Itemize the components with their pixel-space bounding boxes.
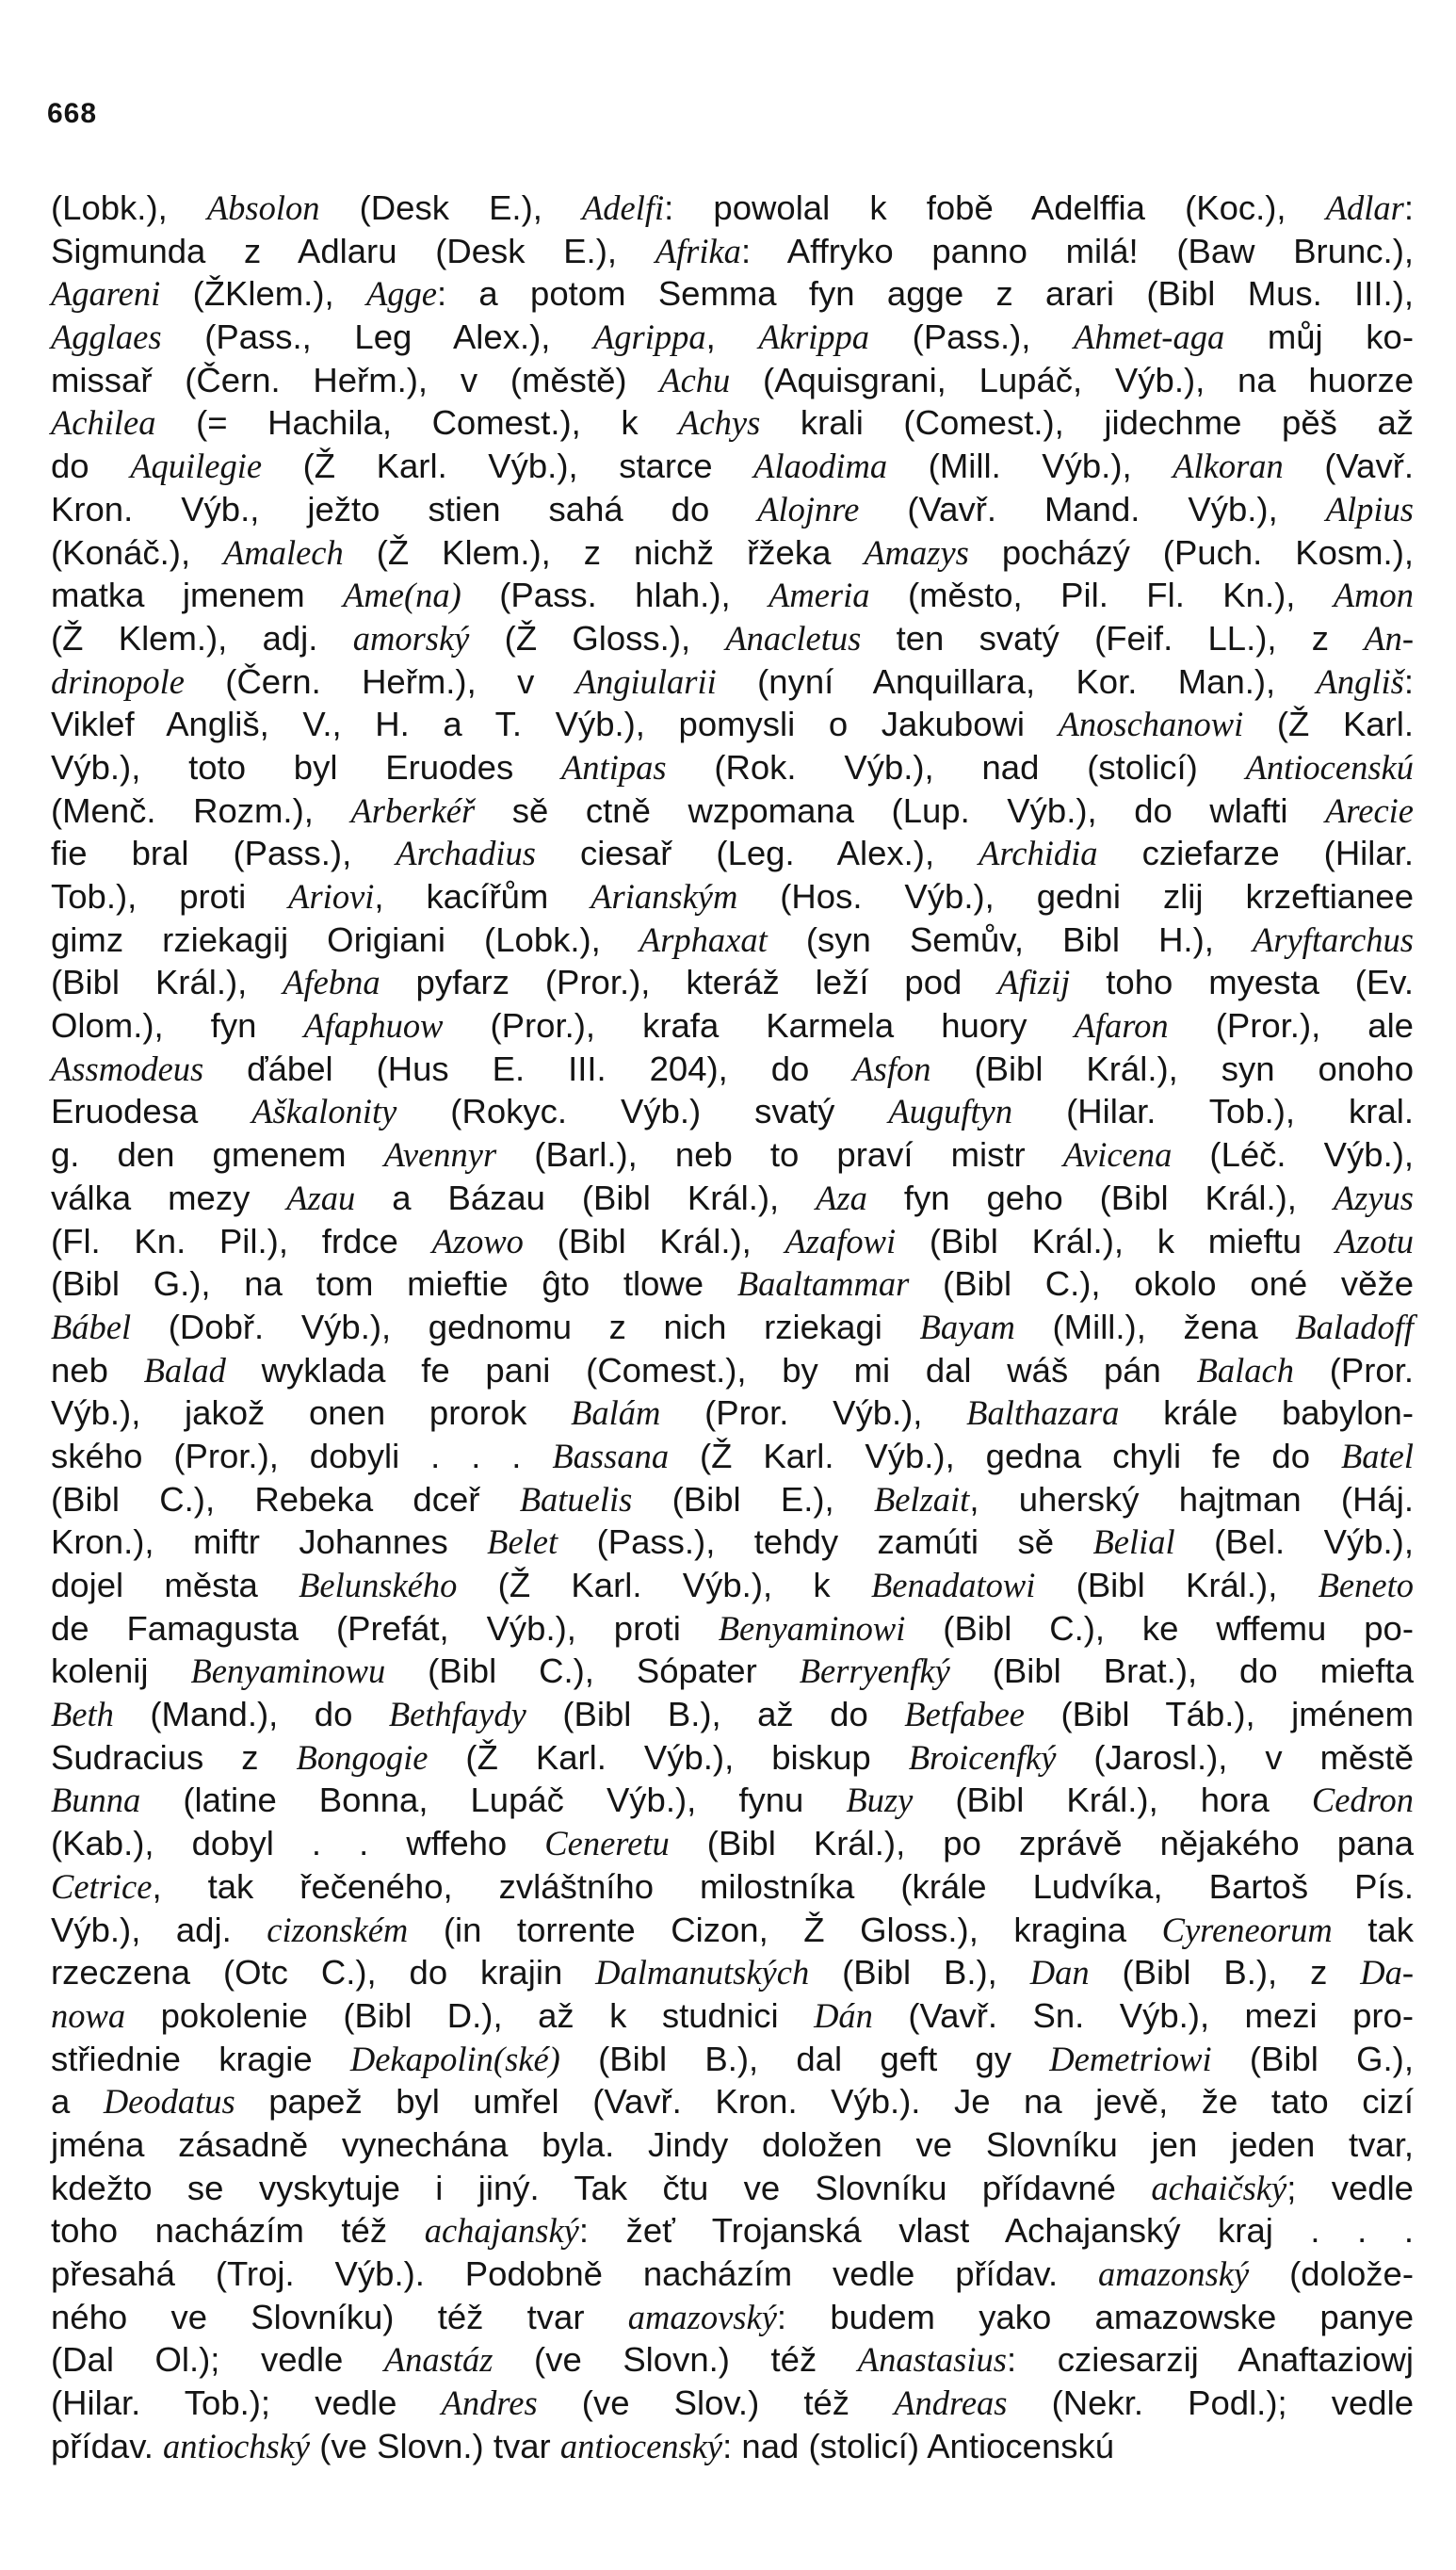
text-line: válka mezy Azau a Bázau (Bibl Král.), Aza fyn geho (Bibl Král.), Azyus [51, 1178, 1414, 1217]
text-line: jména zásadně vynechána byla. Jindy doložen ve Slovníku jen jeden tvar, [51, 2124, 1414, 2164]
text-line: Bunna (latine Bonna, Lupáč Výb.), fynu Buzy (Bibl Král.), hora Cedron [51, 1781, 1414, 1820]
text-line: Bábel (Dobř. Výb.), gednomu z nich rziekagi Bayam (Mill.), žena Baladoff [51, 1307, 1414, 1346]
text-line: toho nacházím též achajanský: žeť Trojanská vlast Achajanský kraj . . . [51, 2211, 1414, 2251]
text-line: Assmodeus ďábel (Hus E. III. 204), do Asfon (Bibl Král.), syn onoho [51, 1049, 1414, 1088]
text-line: Eruodesa Aškalonity (Rokyc. Výb.) svatý Auguftyn (Hilar. Tob.), kral. [51, 1092, 1414, 1131]
text-line: Olom.), fyn Afaphuow (Pror.), krafa Karmela huory Afaron (Pror.), ale [51, 1006, 1414, 1046]
text-line: (Menč. Rozm.), Arberkéř sě ctně wzpomana (Lup. Výb.), do wlafti Arecie [51, 790, 1414, 830]
text-line: a Deodatus papež byl umřel (Vavř. Kron. Výb.). Je na jevě, že tato cizí [51, 2082, 1414, 2122]
text-line: do Aquilegie (Ž Karl. Výb.), starce Alaodima (Mill. Výb.), Alkoran (Vavř. [51, 447, 1415, 486]
text-line: drinopole (Čern. Heřm.), v Angiularii (nyní Anquillara, Kor. Man.), Angliš: [51, 661, 1414, 701]
text-line: ného ve Slovníku) též tvar amazovský: budem yako amazowske panye [51, 2297, 1414, 2336]
text-line: Agareni (ŽKlem.), Agge: a potom Semma fyn agge z arari (Bibl Mus. III.), [51, 274, 1414, 314]
text-line: (Konáč.), Amalech (Ž Klem.), z nichž řžeka Amazys pocházý (Puch. Kosm.), [51, 532, 1414, 572]
text-line: Výb.), toto byl Eruodes Antipas (Rok. Výb.), nad (stolicí) Antiocenskú [51, 747, 1414, 787]
text-line: kolenij Benyaminowu (Bibl C.), Sópater Berryenfký (Bibl Brat.), do miefta [51, 1651, 1415, 1691]
text-line: přídav. antiochský (ve Slovn.) tvar antiocenský: nad (stolicí) Antiocenskú [51, 2426, 1115, 2465]
text-line: (Lobk.), Absolon (Desk E.), Adelfi: powolal k fobě Adelffia (Koc.), Adlar: [51, 188, 1414, 227]
text-line: Sigmunda z Adlaru (Desk E.), Afrika: Affryko panno milá! (Baw Brunc.), [51, 231, 1414, 270]
text-line: (Bibl C.), Rebeka dceř Batuelis (Bibl E.), Belzait, uherský hajtman (Háj. [51, 1479, 1414, 1519]
text-line: (Hilar. Tob.); vedle Andres (ve Slov.) též Andreas (Nekr. Podl.); vedle [51, 2383, 1415, 2423]
text-line: (Dal Ol.); vedle Anastáz (ve Slovn.) též Anastasius: cziesarzij Anaftaziowj [51, 2340, 1414, 2380]
text-line: Tob.), proti Ariovi, kacířům Arianským (Hos. Výb.), gedni zlij krzeftianee [51, 877, 1414, 916]
text-line: Sudracius z Bongogie (Ž Karl. Výb.), biskup Broicenfký (Jarosl.), v městě [51, 1737, 1414, 1777]
text-line: kdežto se vyskytuje i jiný. Tak čtu ve Slovníku přídavné achaičský; vedle [51, 2168, 1414, 2207]
text-line: (Kab.), dobyl . . wffeho Ceneretu (Bibl Král.), po zprávě nějakého pana [51, 1824, 1414, 1863]
text-line: fie bral (Pass.), Archadius ciesař (Leg. Alex.), Archidia cziefarze (Hilar. [51, 834, 1414, 873]
text-line: ského (Pror.), dobyli . . . Bassana (Ž Karl. Výb.), gedna chyli fe do Batel [51, 1436, 1414, 1475]
text-line: gimz rziekagij Origiani (Lobk.), Arphaxat (syn Semův, Bibl H.), Aryftarchus [51, 919, 1414, 959]
body-text [51, 187, 1414, 2467]
page-number: 668 [47, 98, 98, 129]
text-line: Agglaes (Pass., Leg Alex.), Agrippa, Akrippa (Pass.), Ahmet-aga můj ko- [51, 317, 1414, 357]
text-line: de Famagusta (Prefát, Výb.), proti Benyaminowi (Bibl C.), ke wffemu po- [51, 1608, 1414, 1648]
text-line: Beth (Mand.), do Bethfaydy (Bibl B.), až do Betfabee (Bibl Táb.), jménem [51, 1695, 1414, 1734]
text-line: Kron.), miftr Johannes Belet (Pass.), tehdy zamúti sě Belial (Bel. Výb.), [51, 1522, 1414, 1562]
text-line: Výb.), jakož onen prorok Balám (Pror. Výb.), Balthazara krále babylon- [51, 1393, 1414, 1433]
text-line: Achilea (= Hachila, Comest.), k Achys krali (Comest.), jidechme pěš až [51, 403, 1414, 443]
text-line: g. den gmenem Avennyr (Barl.), neb to praví mistr Avicena (Léč. Výb.), [51, 1135, 1414, 1175]
text-line: (Fl. Kn. Pil.), frdce Azowo (Bibl Král.), Azafowi (Bibl Král.), k mieftu Azotu [51, 1221, 1414, 1261]
text-line: matka jmenem Ame(na) (Pass. hlah.), Ameria (město, Pil. Fl. Kn.), Amon [51, 576, 1414, 615]
text-line: (Bibl Král.), Afebna pyfarz (Pror.), kteráž leží pod Afizij toho myesta (Ev. [51, 963, 1414, 1002]
text-line: nowa pokolenie (Bibl D.), až k studnici Dán (Vavř. Sn. Výb.), mezi pro- [51, 1995, 1415, 2035]
text-line: Cetrice, tak řečeného, zvláštního milostníka (krále Ludvíka, Bartoš Pís. [51, 1866, 1414, 1906]
text-line: střiednie kragie Dekapolin(ské) (Bibl B.), dal geft gy Demetriowi (Bibl G.), [51, 2039, 1414, 2078]
text-line: missař (Čern. Heřm.), v (městě) Achu (Aquisgrani, Lupáč, Výb.), na huorze [51, 360, 1414, 399]
text-line: (Ž Klem.), adj. amorský (Ž Gloss.), Anacletus ten svatý (Feif. LL.), z An- [51, 618, 1415, 658]
text-line: přesahá (Troj. Výb.). Podobně nacházím vedle přídav. amazonský (dolože- [51, 2254, 1414, 2293]
text-line: Kron. Výb., ježto stien sahá do Alojnre (Vavř. Mand. Výb.), Alpius [51, 489, 1414, 529]
text-line: Výb.), adj. cizonském (in torrente Cizon, Ž Gloss.), kragina Cyreneorum tak [51, 1910, 1414, 1949]
text-line: (Bibl G.), na tom mieftie ĝto tlowe Baaltammar (Bibl C.), okolo oné věže [51, 1264, 1414, 1304]
text-line: dojel města Belunského (Ž Karl. Výb.), k Benadatowi (Bibl Král.), Beneto [51, 1566, 1414, 1604]
text-line: Viklef Angliš, V., H. a T. Výb.), pomysli o Jakubowi Anoschanowi (Ž Karl. [51, 705, 1414, 744]
text-line: neb Balad wyklada fe pani (Comest.), by mi dal wáš pán Balach (Pror. [51, 1350, 1414, 1390]
text-line: rzeczena (Otc C.), do krajin Dalmanutských (Bibl B.), Dan (Bibl B.), z Da- [51, 1953, 1414, 1993]
